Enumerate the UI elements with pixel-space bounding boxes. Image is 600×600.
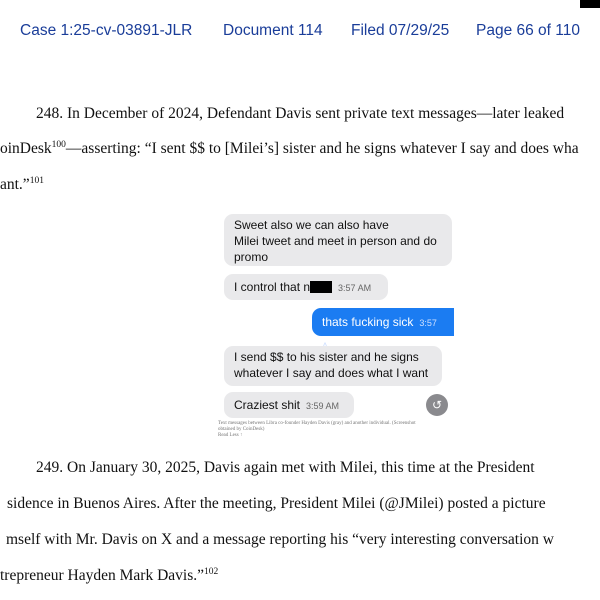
text-segment: trepreneur Hayden Mark Davis.” [0,567,204,584]
message-text: I control that n [234,280,311,294]
message-text: Milei tweet and meet in person and do [234,234,437,248]
footnote-102[interactable]: 102 [204,567,219,577]
text-segment: ant.” [0,176,30,193]
redaction-bar [310,281,332,293]
text-message-screenshot [214,214,454,446]
para-248-line-2 [0,139,600,159]
message-text: thats fucking sick [322,315,414,329]
message-text: whatever I say and does what I want [234,366,429,380]
image-caption [218,421,428,439]
para-248-line-1: 248. In December of 2024, Defendant Davis sent private text messages—later leaked [36,105,565,122]
para-249-line-1: 249. On January 30, 2025, Davis again met with Milei, this time at the President [36,459,535,476]
message-bubble-gray [224,214,452,266]
message-time: 3:57 AM [338,283,372,293]
para-248-line-3 [0,175,600,195]
footnote-101[interactable]: 101 [29,176,44,186]
footnote-100[interactable]: 100 [51,140,66,150]
case-number: Case 1:25-cv-03891-JLR [20,22,193,39]
text-segment: oinDesk [0,140,52,157]
message-time: 3:57 [419,318,437,328]
caption-text: Text messages between Libra co-founder Hayden Davis (gray) and another individual. (Screenshot [218,421,416,426]
message-text: promo [234,250,269,264]
message-time: 3:59 AM [306,401,340,411]
text-segment: —asserting: “I sent $$ to [Milei’s] sister and he signs whatever I say and does wha [65,140,579,157]
message-text: Craziest shit [234,398,301,412]
message-bubble-gray [224,346,442,386]
para-249-line-4 [0,566,600,586]
message-text: I send $$ to his sister and he signs [234,350,419,364]
message-text: Sweet also we can also have [234,218,389,232]
message-bubble-gray [224,392,354,418]
page-number: Page 66 of 110 [476,22,580,39]
filed-date: Filed 07/29/25 [351,22,450,39]
message-bubble-blue [312,308,454,336]
read-less-link[interactable]: Read Less ↑ [218,433,243,438]
document-number: Document 114 [223,22,323,39]
message-bubble-gray [224,274,388,300]
share-icon[interactable]: ↺ [426,394,448,416]
para-249-line-2: sidence in Buenos Aires. After the meeting, President Milei (@JMilei) posted a picture [7,495,546,512]
para-249-line-3: mself with Mr. Davis on X and a message reporting his “very interesting conversation w [6,531,554,548]
page-edge-mark [580,0,600,8]
caption-text: obtained by CoinDesk) [218,427,265,432]
